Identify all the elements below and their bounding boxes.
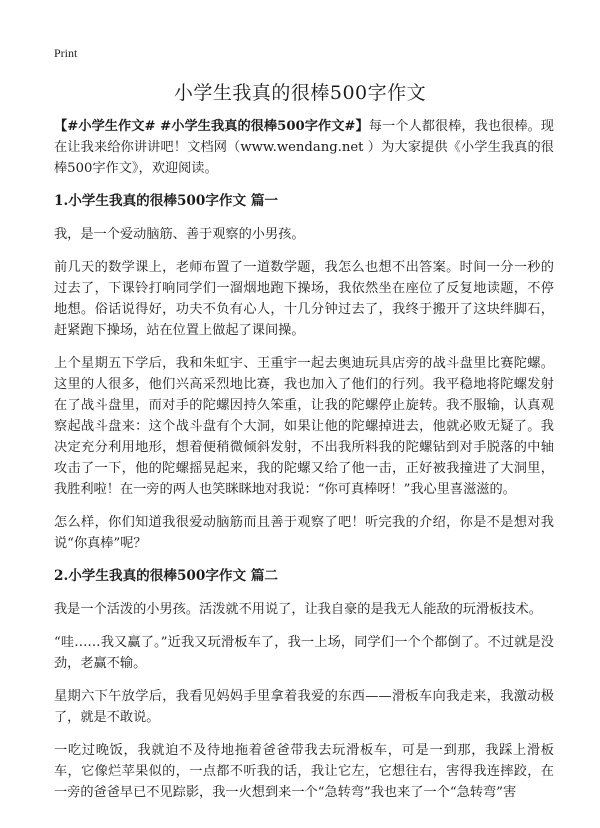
section-heading-2: 2.小学生我真的很棒500字作文 篇二: [54, 568, 279, 584]
page-title: 小学生我真的很棒500字作文: [173, 82, 427, 104]
paragraph: 上个星期五下学后，我和朱虹宇、王重宇一起去奥迪玩具店旁的战斗盘里比赛陀螺。这里的人很多，他们兴高采烈地比赛，我也加入了他们的行列。我平稳地将陀螺发射在了战斗盘里，而对手的陀螺因持久笨重，让我的陀螺停止旋转。我不服输，认真观察起战斗盘来：这个战斗盘有个大洞，如果让他的陀螺掉进去，他就必败无疑了。我决定充分利用地形，想着便稍微倾斜发射，不出我所料我的陀螺钻到对手脱落的中轴攻击了一下，他的陀螺摇晃起来，我的陀螺又给了他一击，正好被我撞进了大洞里，我胜利啦！在一旁的两人也笑眯眯地对我说：“你可真棒呀！”我心里喜滋滋的。: [54, 356, 554, 497]
print-label: Print: [54, 46, 78, 60]
paragraph: 星期六下午放学后，我看见妈妈手里拿着我爱的东西——滑板车向我走来，我激动极了，就是不敢说。: [54, 689, 554, 725]
section-heading-1: 1.小学生我真的很棒500字作文 篇一: [54, 193, 279, 209]
paragraph: 怎么样，你们知道我很爱动脑筋而且善于观察了吧！听完我的介绍，你是不是想对我说“你真棒”呢？: [54, 515, 554, 551]
paragraph: 我是一个活泼的小男孩。活泼就不用说了，让我自豪的是我无人能敌的玩滑板技术。: [54, 602, 542, 617]
paragraph: 一吃过晚饭，我就迫不及待地拖着爸爸带我去玩滑板车，可是一到那，我踩上滑板车，它像烂苹果似的，一点都不听我的话，我让它左，它想往右，害得我连摔跤，在一旁的爸爸早已不见踪影，我一火想到来一个“急转弯”我也来了一个“急转弯”害: [54, 743, 554, 800]
intro-paragraph: [54, 116, 554, 179]
intro-tag: 【#小学生作文# #小学生我真的很棒500字作文#】: [54, 119, 369, 134]
paragraph: 前几天的数学课上，老师布置了一道数学题，我怎么也想不出答案。时间一分一秒的过去了，下课铃打响同学们一溜烟地跑下操场，我依然坐在座位了反复地读题，不停地想。俗话说得好，功夫不负有心人，十几分钟过去了，我终于搬开了这块绊脚石，赶紧跑下操场，站在位置上做起了课间操。: [54, 260, 554, 338]
paragraph: “哇……我又赢了。”近我又玩滑板车了，我一上场，同学们一个个都倒了。不过就是没劲，老赢不输。: [54, 635, 554, 671]
article-body: [54, 116, 554, 815]
paragraph: 我，是一个爱动脑筋、善于观察的小男孩。: [54, 227, 305, 242]
intro-text: 每一个人都很棒，我也很棒。现在让我来给你讲讲吧！文档网（www.wendang.net ）为大家提供《小学生我真的很棒500字作文》，欢迎阅读。: [54, 119, 554, 176]
